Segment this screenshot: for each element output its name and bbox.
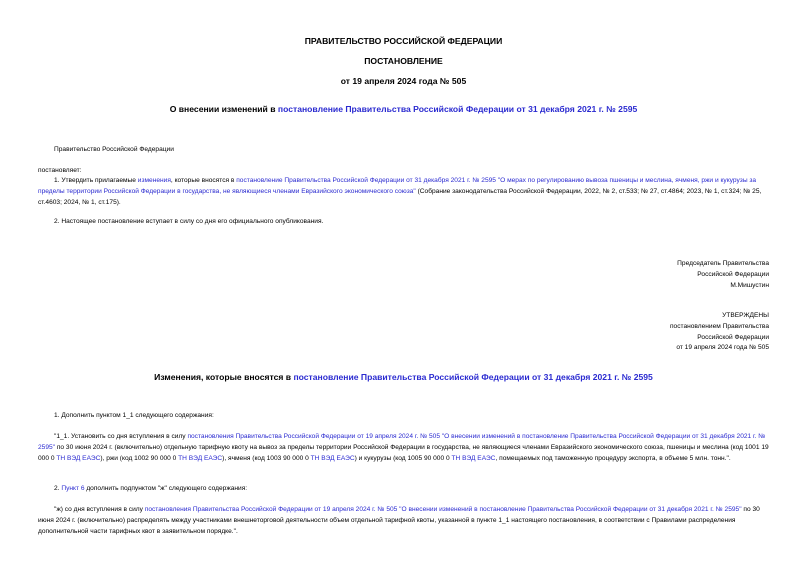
p1-link-changes[interactable]: изменения [137,177,171,184]
item2-text-1: 2. [54,485,62,492]
q1-text-6: , помещаемых под таможенную процедуру экспорта, в объеме 5 млн. тонн.". [495,454,731,462]
q1-link-tnved-4[interactable]: ТН ВЭД ЕАЭС [451,454,496,462]
q2-text-2: по 30 июня 2024 г. (включительно) распределять между участниками внешнеторговой деятельности объем отдельной тарифной квоты, указанной в пункте 1_1 настоящего постановления, в соответствии с Правилами распределения дополнительной части тарифных квот в заявительном порядке.". [38,506,760,535]
q2-link-resolution[interactable]: постановления Правительства Российской Федерации от 19 апреля 2024 г. № 505 "О внесении изменений в постановление Правительства Российской Федерации от 31 декабря 2021 г. № 2595" [144,506,742,513]
paragraph-2: 2. Настоящее постановление вступает в силу со дня его официального опубликования. [54,218,324,225]
signature-line-2: Российской Федерации [697,270,769,278]
signature-block [529,259,769,291]
changes-title-prefix: Изменения, которые вносятся в [154,372,294,382]
approved-line-2: постановлением Правительства [669,322,769,330]
changes-item-2 [54,484,247,495]
q2-text-1: "ж) со дня вступления в силу [54,506,145,513]
approved-line-4: от 19 апреля 2024 года № 505 [676,344,769,352]
signature-line-3: М.Мишустин [730,281,769,289]
signature-line-1: Председатель Правительства [677,260,769,267]
q1-text-5: ) и кукурузы (код 1005 90 000 0 [354,454,452,462]
approved-line-3: Российской Федерации [697,333,769,341]
q1-text-3: ), ржи (код 1002 90 000 0 [100,454,179,462]
q1-link-tnved-2[interactable]: ТН ВЭД ЕАЭС [178,454,223,462]
p1-link-resolution[interactable]: постановление Правительства Российской Федерации от 31 декабря 2021 г. № 2595 "О мерах по регулированию вывоза пшеницы и меслина, ячменя, ржи и кукурузы за пределы территории Российской Федерации в государства, не являющиеся членами Евразийского экономического союза" [38,177,757,195]
approved-line-1: УТВЕРЖДЕНЫ [722,312,769,319]
decides-text: постановляет: [38,167,82,174]
p1-text-3: (Собрание законодательства Российской Федерации, 2022, № 2, ст.533; № 27, ст.4864; 2023, № 1, ст.324; № 25, ст.4603; 2024, № 1, ст.175). [38,187,762,206]
approved-block [529,311,769,354]
q1-link-resolution[interactable]: постановления Правительства Российской Федерации от 19 апреля 2024 г. № 505 "О внесении изменений в постановление Правительства Российской Федерации от 31 декабря 2021 г. № 2595" [38,433,766,451]
changes-item-1: 1. Дополнить пунктом 1_1 следующего содержания: [54,412,214,419]
government-name: ПРАВИТЕЛЬСТВО РОССИЙСКОЙ ФЕДЕРАЦИИ [304,36,503,46]
document-title-prefix: О внесении изменений в [169,104,278,114]
document-title [0,104,807,114]
item2-link-point-6[interactable]: Пункт 6 [61,485,85,492]
item2-text-2: дополнить подпунктом "ж" следующего содержания: [84,485,248,492]
q1-text-1: "1_1. Установить со дня вступления в силу [54,433,188,440]
q1-text-4: ), ячменя (код 1003 90 000 0 [222,454,311,462]
changes-quote-1 [38,432,770,464]
p1-text-1: 1. Утвердить прилагаемые [54,177,138,184]
q1-text-2: по 30 июня 2024 г. (включительно) отдельную тарифную квоту на вывоз за пределы территории Российской Федерации в государства, не являющиеся членами Евразийского экономического союза, пшеницы и меслина (код 1001 19 000 0 [38,443,769,462]
paragraph-1 [38,176,770,208]
document-title-link[interactable]: постановление Правительства Российской Федерации от 31 декабря 2021 г. № 2595 [277,104,638,114]
changes-title [0,372,807,382]
issuer-text: Правительство Российской Федерации [54,146,174,153]
document-type: ПОСТАНОВЛЕНИЕ [364,56,443,66]
changes-quote-2 [38,505,770,537]
changes-title-link[interactable]: постановление Правительства Российской Федерации от 31 декабря 2021 г. № 2595 [293,372,653,382]
q1-link-tnved-3[interactable]: ТН ВЭД ЕАЭС [310,454,355,462]
p1-text-2: , которые вносятся в [170,177,237,184]
document-date-number: от 19 апреля 2024 года № 505 [340,76,467,86]
q1-link-tnved-1[interactable]: ТН ВЭД ЕАЭС [56,454,101,462]
